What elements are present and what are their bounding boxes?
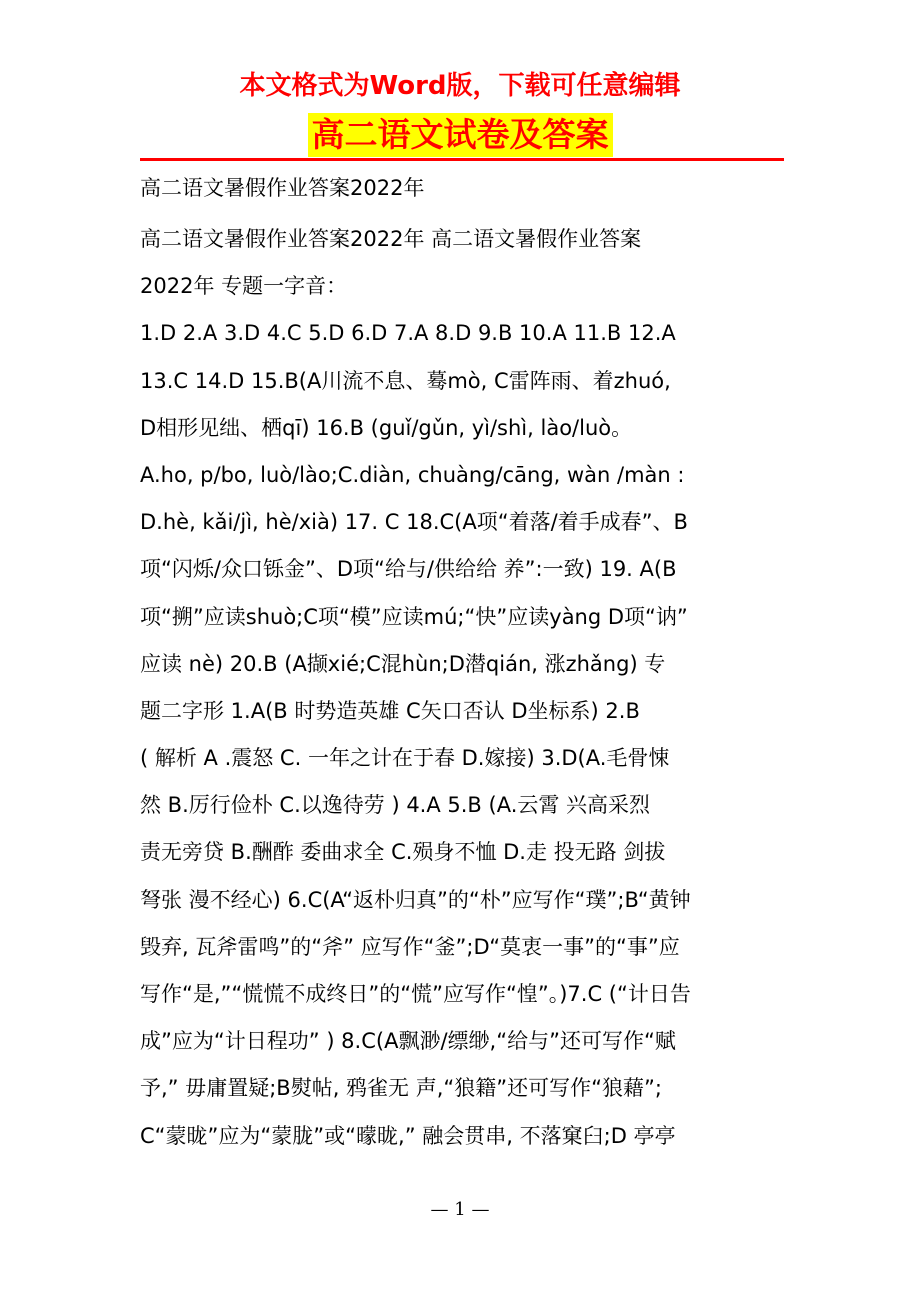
text-line: 应读 nè) 20.B (A撷xié;C混hùn;D潜qián, 涨zhǎng) 专 [140,651,666,676]
text-line: 高二语文暑假作业答案2022年 高二语文暑假作业答案 [140,227,642,251]
text-line: 题二字形 1.A(B 时势造英雄 C矢口否认 D坐标系) 2.B [140,698,640,723]
title-block [0,113,920,157]
page-number: — 1 — [430,1199,490,1220]
text-line: A.ho, p/bo, luò/lào;C.diàn, chuàng/cāng, wàn /màn : [140,462,685,487]
text-line: C“蒙昽”应为“蒙胧”或“曚昽,” 融会贯串, 不落窠臼;D 亭亭 [140,1123,676,1148]
text-line: 弩张 漫不经心) 6.C(A“返朴归真”的“朴”应写作“璞”;B“黄钟 [140,887,691,912]
text-line: 责无旁贷 B.酬酢 委曲求全 C.殒身不恤 D.走 投无路 剑拔 [140,840,666,865]
text-line: 毁弃, 瓦斧雷鸣”的“斧” 应写作“釜”;D“莫衷一事”的“事”应 [140,934,680,959]
document-subtitle: 高二语文暑假作业答案2022年 [140,176,425,200]
text-line: 写作“是,”“慌慌不成终日”的“慌”应写作“惶”。)7.C (“计日告 [140,982,691,1006]
answer-body [140,216,790,1160]
text-line: D.hè, kǎi/jì, hè/xià) 17. C 18.C(A项“着落/着手成春”、B [140,510,688,535]
text-line: 2022年 专题一字音： [140,274,348,299]
text-line: 项“闪烁/众口铄金”、D项“给与/供给给 养”:一致) 19. A(B [140,557,677,582]
document-title: 高二语文试卷及答案 [308,113,613,157]
text-line: 予,” 毋庸置疑;B熨帖, 鸦雀无 声,“狼籍”还可写作“狼藉”; [140,1076,663,1101]
text-line: D相形见绌、栖qī) 16.B (guǐ/gǔn, yì/shì, lào/luò。 [140,415,633,440]
text-line: 1.D 2.A 3.D 4.C 5.D 6.D 7.A 8.D 9.B 10.A 11.B 12.A [140,321,676,346]
text-line: 然 B.厉行俭朴 C.以逸待劳 ) 4.A 5.B (A.云霄 兴高采烈 [140,793,651,818]
format-notice-banner: 本文格式为Word版，下载可任意编辑 [239,71,681,101]
text-line: ( 解析 A .震怒 C. 一年之计在于春 D.嫁接) 3.D(A.毛骨悚 [140,746,670,771]
text-line: 13.C 14.D 15.B(A川流不息、蓦mò, C雷阵雨、着zhuó, [140,368,671,393]
title-divider [140,158,784,161]
text-line: 项“搠”应读shuò;C项“模”应读mú;“快”应读yàng D项“讷” [140,604,688,629]
text-line: 成”应为“计日程功” ) 8.C(A飘渺/缥缈,“给与”还可写作“赋 [140,1029,676,1054]
